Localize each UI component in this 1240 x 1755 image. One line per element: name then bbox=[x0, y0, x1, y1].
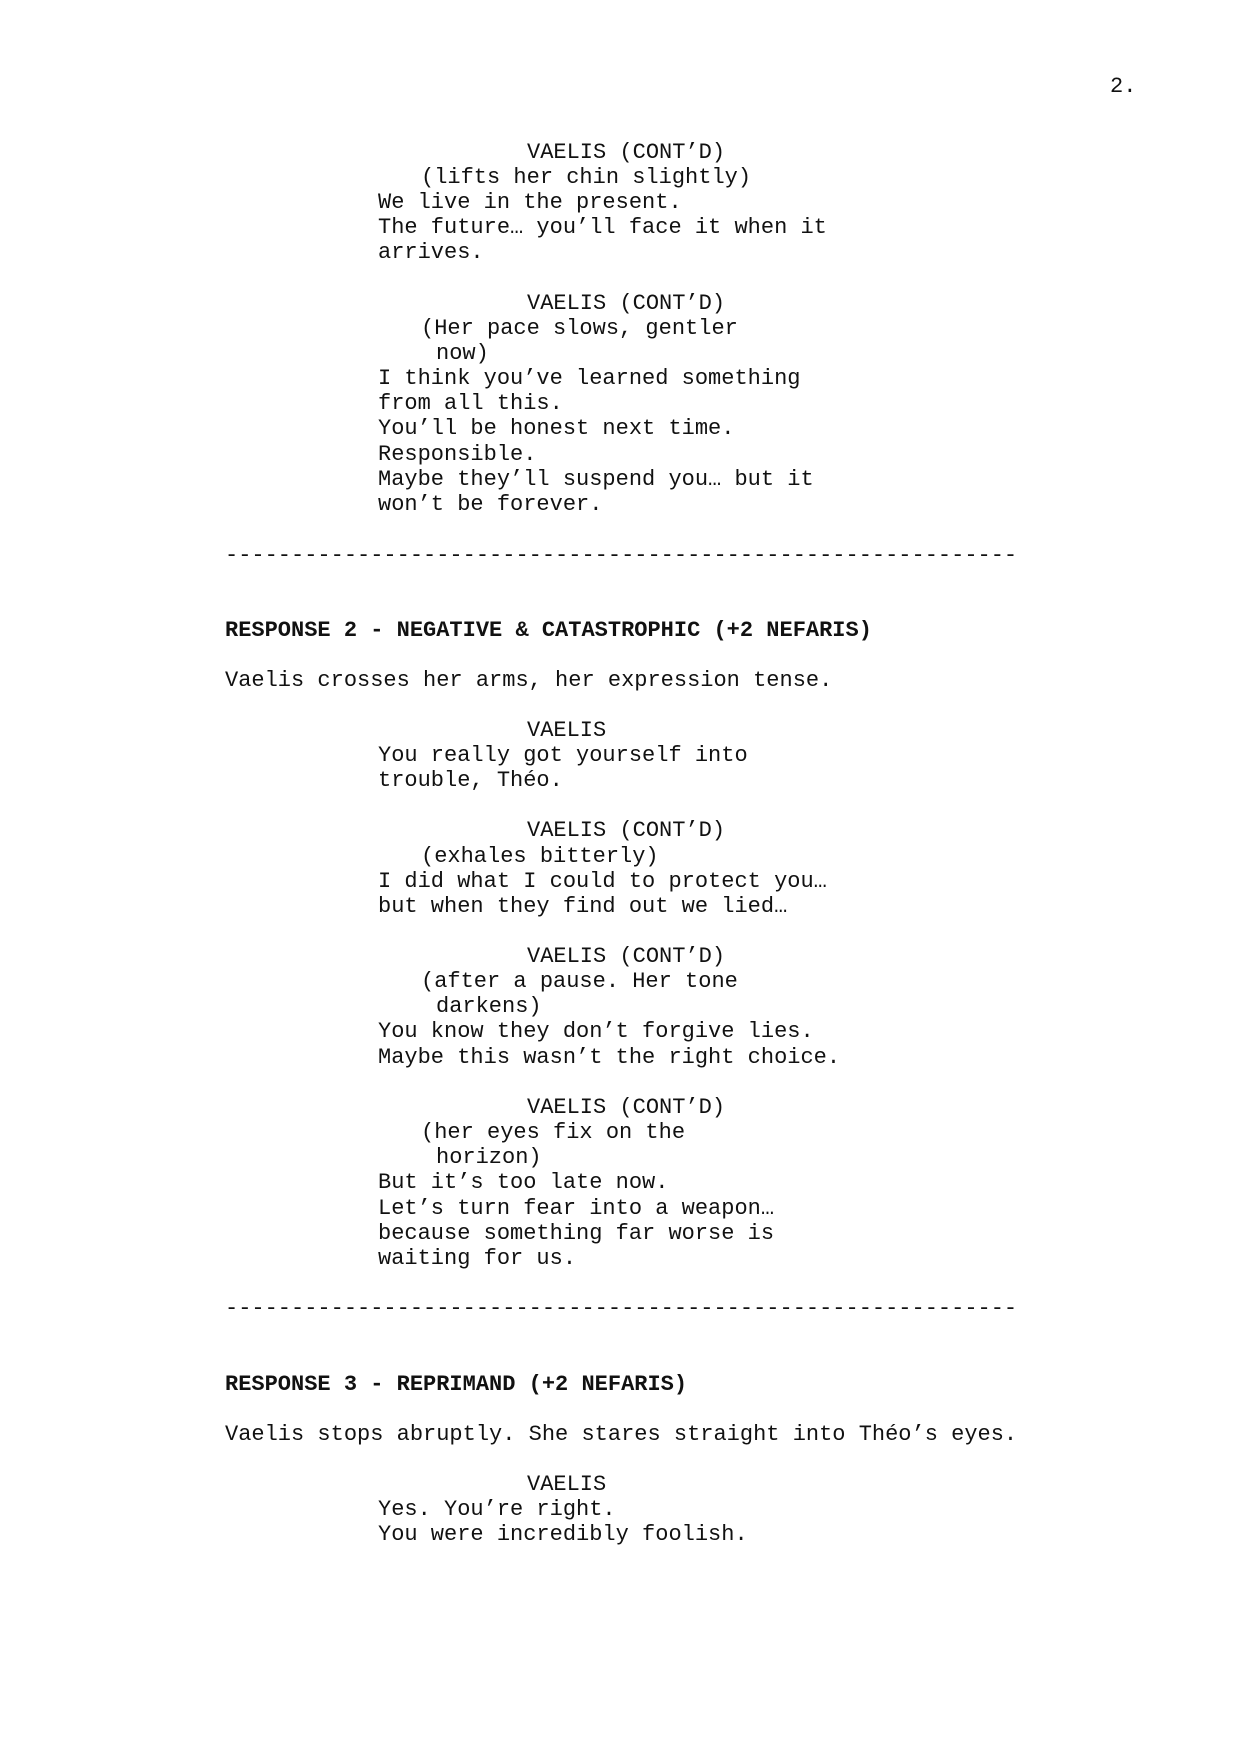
dialogue-line: Maybe they’ll suspend you… but it bbox=[378, 467, 814, 492]
dialogue-line: I did what I could to protect you… bbox=[378, 869, 827, 894]
dialogue-line: arrives. bbox=[378, 240, 484, 265]
dialogue-line: You really got yourself into bbox=[378, 743, 748, 768]
dialogue-line: You know they don’t forgive lies. bbox=[378, 1019, 814, 1044]
dialogue-line: Yes. You’re right. bbox=[378, 1497, 616, 1522]
character-cue: VAELIS bbox=[527, 1472, 607, 1497]
dialogue-line: because something far worse is bbox=[378, 1221, 775, 1246]
action-line: Vaelis crosses her arms, her expression tense. bbox=[225, 668, 833, 693]
dialogue-line: but when they find out we lied… bbox=[378, 894, 788, 919]
dialogue-line: from all this. bbox=[378, 391, 563, 416]
dialogue-line: Responsible. bbox=[378, 442, 537, 467]
parenthetical: darkens) bbox=[436, 994, 542, 1019]
character-cue: VAELIS (CONT’D) bbox=[527, 944, 726, 969]
character-cue: VAELIS (CONT’D) bbox=[527, 818, 726, 843]
parenthetical: (her eyes fix on the bbox=[421, 1120, 686, 1145]
character-cue: VAELIS (CONT’D) bbox=[527, 291, 726, 316]
character-cue: VAELIS bbox=[527, 718, 607, 743]
parenthetical: (lifts her chin slightly) bbox=[421, 165, 752, 190]
character-cue: VAELIS (CONT’D) bbox=[527, 1095, 726, 1120]
dialogue-line: You were incredibly foolish. bbox=[378, 1522, 748, 1547]
dialogue-line: waiting for us. bbox=[378, 1246, 577, 1271]
page-number: 2. bbox=[1110, 74, 1137, 99]
section-separator: ------------------------------------------------------------ bbox=[225, 543, 1018, 568]
parenthetical: (exhales bitterly) bbox=[421, 844, 659, 869]
dialogue-line: I think you’ve learned something bbox=[378, 366, 801, 391]
dialogue-line: You’ll be honest next time. bbox=[378, 416, 735, 441]
dialogue-line: We live in the present. bbox=[378, 190, 682, 215]
dialogue-line: The future… you’ll face it when it bbox=[378, 215, 827, 240]
section-heading: RESPONSE 2 - NEGATIVE & CATASTROPHIC (+2 NEFARIS) bbox=[225, 618, 872, 643]
dialogue-line: Maybe this wasn’t the right choice. bbox=[378, 1045, 841, 1070]
dialogue-line: Let’s turn fear into a weapon… bbox=[378, 1196, 775, 1221]
section-heading: RESPONSE 3 - REPRIMAND (+2 NEFARIS) bbox=[225, 1372, 688, 1397]
dialogue-line: won’t be forever. bbox=[378, 492, 603, 517]
character-cue: VAELIS (CONT’D) bbox=[527, 140, 726, 165]
action-line: Vaelis stops abruptly. She stares straight into Théo’s eyes. bbox=[225, 1422, 1018, 1447]
dialogue-line: trouble, Théo. bbox=[378, 768, 563, 793]
dialogue-line: But it’s too late now. bbox=[378, 1170, 669, 1195]
parenthetical: (after a pause. Her tone bbox=[421, 969, 738, 994]
parenthetical: (Her pace slows, gentler bbox=[421, 316, 738, 341]
parenthetical: horizon) bbox=[436, 1145, 542, 1170]
section-separator: ------------------------------------------------------------ bbox=[225, 1296, 1018, 1321]
parenthetical: now) bbox=[436, 341, 489, 366]
